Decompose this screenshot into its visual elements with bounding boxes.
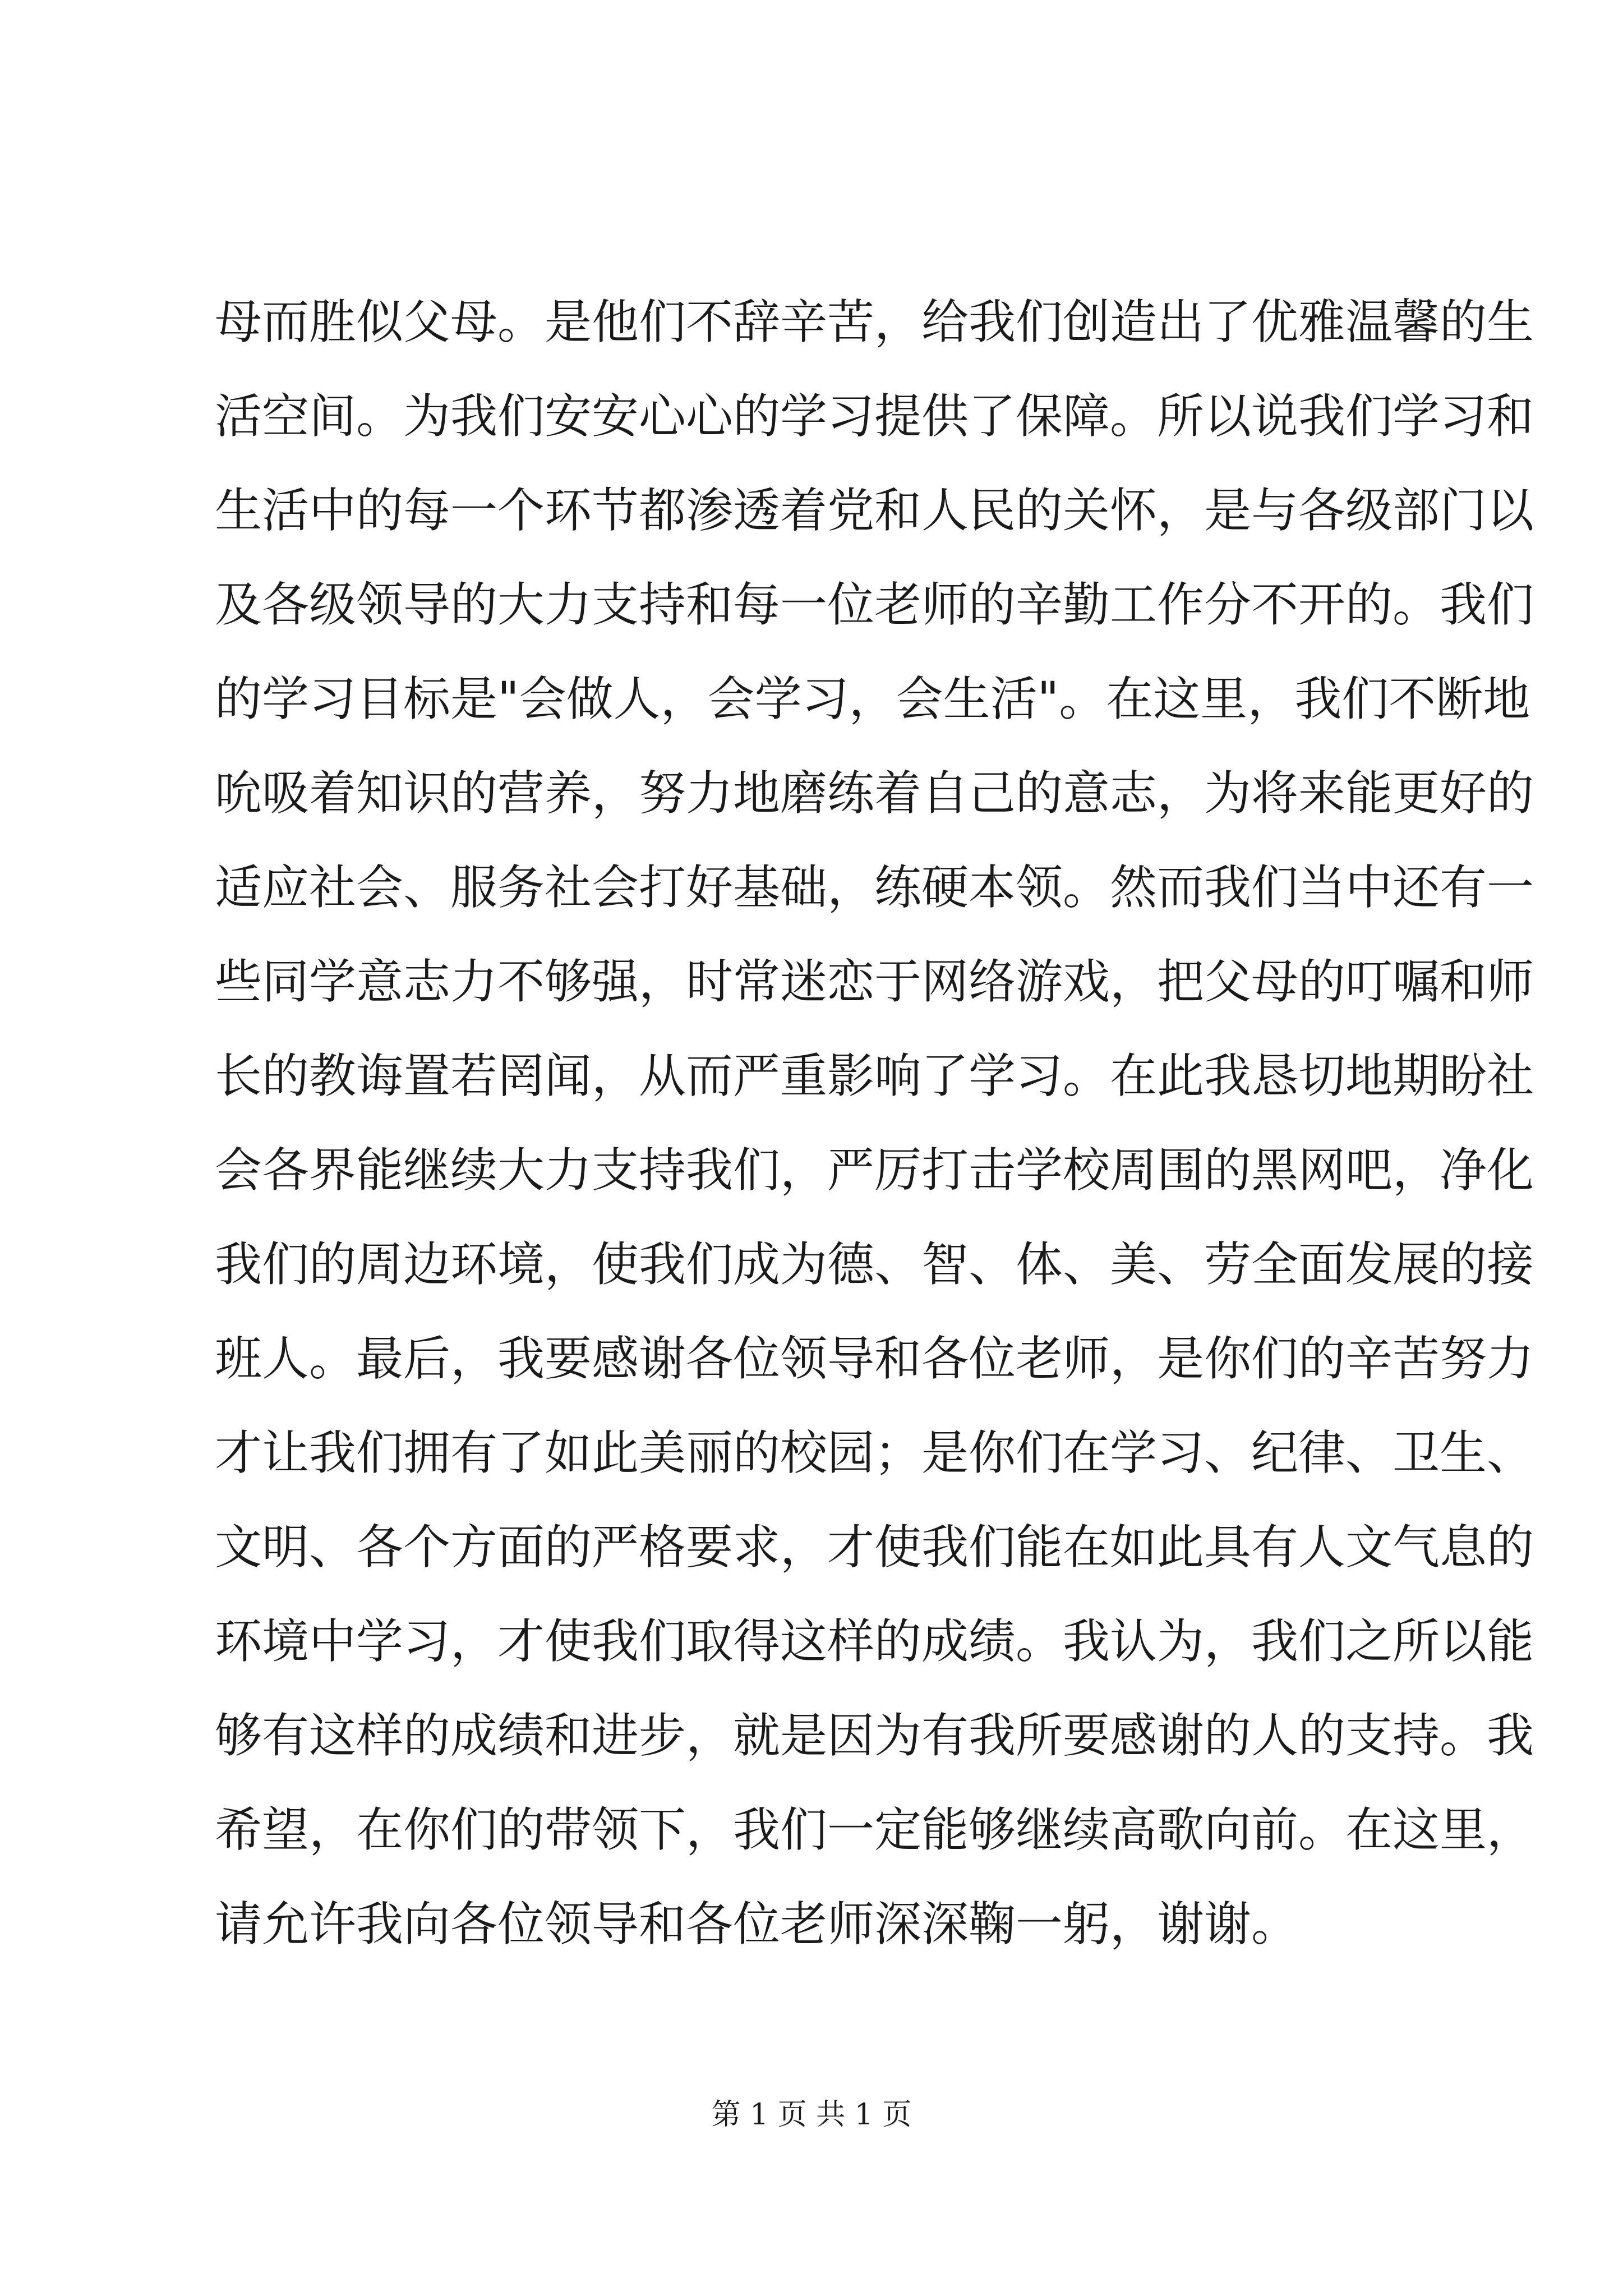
body-line: 班人。最后，我要感谢各位领导和各位老师，是你们的辛苦努力 [215,1331,1534,1386]
body-line: 适应社会、服务社会打好基础，练硬本领。然而我们当中还有一 [215,860,1534,915]
body-line: 长的教诲置若罔闻，从而严重影响了学习。在此我恳切地期盼社 [215,1048,1534,1103]
body-line: 及各级领导的大力支持和每一位老师的辛勤工作分不开的。我们 [215,577,1534,632]
body-line: 活空间。为我们安安心心的学习提供了保障。所以说我们学习和 [215,389,1534,444]
body-line: 母而胜似父母。是他们不辞辛苦，给我们创造出了优雅温馨的生 [215,295,1534,349]
speech-body [215,275,1534,1971]
body-line: 环境中学习，才使我们取得这样的成绩。我认为，我们之所以能 [215,1614,1534,1669]
body-line: 会各界能继续大力支持我们，严厉打击学校周围的黑网吧，净化 [215,1143,1534,1198]
body-line: 才让我们拥有了如此美丽的校园；是你们在学习、纪律、卫生、 [215,1425,1534,1480]
body-line: 文明、各个方面的严格要求，才使我们能在如此具有人文气息的 [215,1520,1534,1575]
body-line: 我们的周边环境，使我们成为德、智、体、美、劳全面发展的接 [215,1237,1534,1292]
body-line: 吮吸着知识的营养，努力地磨练着自己的意志，为将来能更好的 [215,766,1534,821]
body-line: 希望，在你们的带领下，我们一定能够继续高歌向前。在这里， [215,1802,1534,1857]
page-number-footer: 第 1 页 共 1 页 [711,2098,912,2132]
body-line: 生活中的每一个环节都渗透着党和人民的关怀，是与各级部门以 [215,483,1534,538]
body-line-last: 请允许我向各位领导和各位老师深深鞠一躬，谢谢。 [215,1897,1299,1952]
body-line: 的学习目标是"会做人，会学习，会生活"。在这里，我们不断地 [215,671,1530,726]
body-line: 够有这样的成绩和进步，就是因为有我所要感谢的人的支持。我 [215,1708,1534,1763]
body-line: 些同学意志力不够强，时常迷恋于网络游戏，把父母的叮嘱和师 [215,954,1534,1009]
